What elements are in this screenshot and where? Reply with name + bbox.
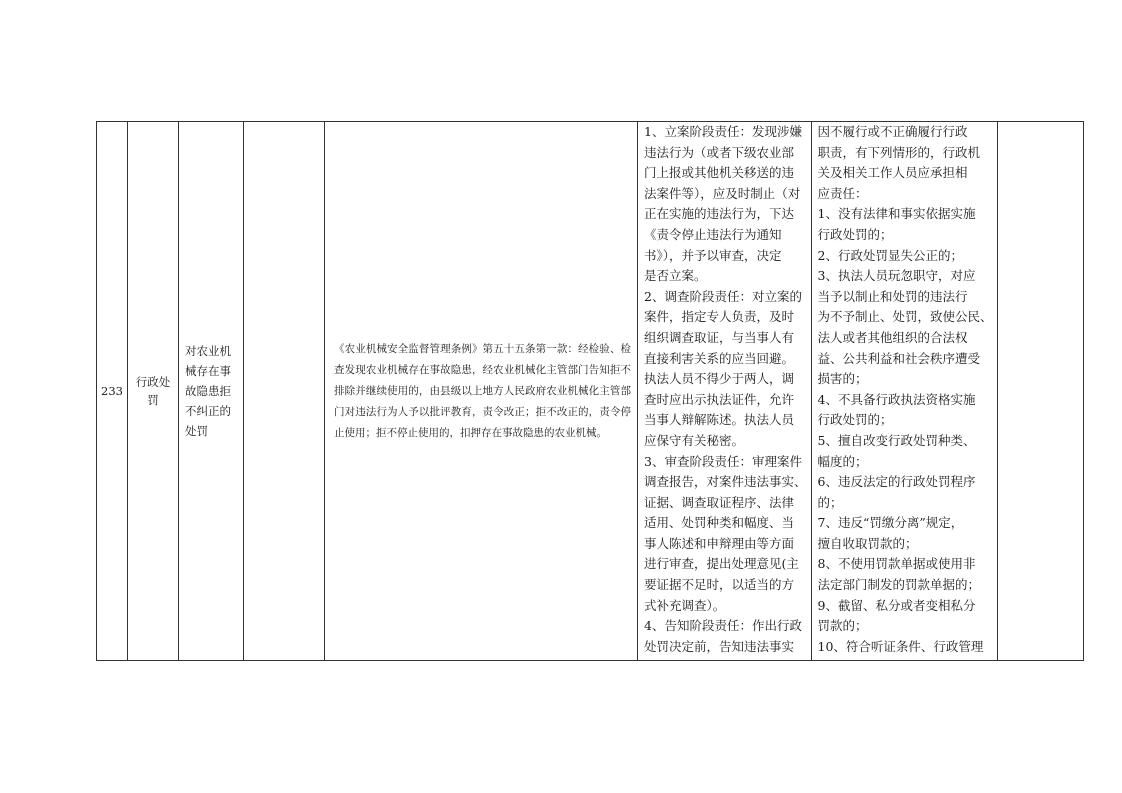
- accountability-line: 因不履行或不正确履行行政: [817, 124, 968, 139]
- accountability-line: 为不予制止、处罚，致使公民、: [817, 309, 993, 325]
- accountability-line: 6、违反法定的行政处罚程序: [817, 474, 976, 490]
- accountability-line: 3、执法人员玩忽职守，对应: [817, 268, 976, 284]
- responsibility-line: 调查报告，对案件违法事实、: [644, 474, 807, 490]
- responsibility-line: 进行审查，提出处理意见(主: [644, 556, 799, 572]
- responsibility-line: 4、告知阶段责任：作出行政: [644, 618, 802, 634]
- power-list-table: [96, 121, 1084, 661]
- responsibility-line: 直接利害关系的应当回避。: [644, 350, 795, 366]
- accountability-line: 益、公共利益和社会秩序遭受: [817, 350, 981, 366]
- accountability-line: 7、违反“罚缴分离”规定，: [817, 515, 964, 531]
- responsibility-cell: [638, 122, 812, 661]
- accountability-line: 行政处罚的；: [817, 412, 893, 428]
- accountability-line: 1、没有法律和事实依据实施: [817, 206, 976, 222]
- responsibility-line: 3、审查阶段责任：审理案件: [644, 453, 802, 469]
- row-number: 233: [97, 122, 128, 661]
- responsibility-line: 要证据不足时，以适当的方: [644, 577, 795, 593]
- responsibility-line: 应保守有关秘密。: [644, 432, 745, 448]
- accountability-line: 的；: [817, 494, 843, 510]
- responsibility-line: 1、立案阶段责任：发现涉嫌: [644, 124, 802, 139]
- responsibility-line: 法案件等），应及时制止（对: [644, 185, 801, 201]
- accountability-line: 行政处罚的；: [817, 226, 893, 242]
- responsibility-line: 适用、处罚种类和幅度、当: [644, 515, 795, 531]
- responsibility-line: 式补充调查）。: [644, 597, 726, 613]
- accountability-line: 5、擅自改变行政处罚种类、: [817, 432, 976, 448]
- responsibility-line: 案件，指定专人负责，及时: [644, 309, 795, 325]
- power-category: 行政处罚: [128, 122, 179, 661]
- accountability-line: 9、截留、私分或者变相私分: [817, 597, 976, 613]
- sub-item-cell: [244, 122, 325, 661]
- accountability-line: 职责，有下列情形的，行政机: [817, 144, 981, 160]
- responsibility-line: 2、调查阶段责任：对立案的: [644, 288, 802, 304]
- responsibility-line: 事人陈述和申辩理由等方面: [644, 535, 795, 551]
- accountability-line: 幅度的；: [817, 453, 868, 469]
- responsibility-line: 是否立案。: [644, 268, 707, 284]
- responsibility-line: 处罚决定前，告知违法事实: [644, 638, 795, 654]
- accountability-cell: [811, 122, 997, 661]
- table-row: [97, 122, 1084, 661]
- accountability-line: 擅自收取罚款的；: [817, 535, 918, 551]
- responsibility-line: 查时应出示执法证件，允许: [644, 391, 795, 407]
- accountability-line: 4、不具备行政执法资格实施: [817, 391, 976, 407]
- accountability-line: 关及相关工作人员应承担相: [817, 165, 968, 181]
- responsibility-line: 正在实施的违法行为，下达: [644, 206, 795, 222]
- accountability-line: 10、符合听证条件、行政管理: [817, 638, 984, 654]
- accountability-line: 当予以制止和处罚的违法行: [817, 288, 968, 304]
- legal-basis: 《农业机械安全监督管理条例》第五十五条第一款：经检验、检查发现农业机械存在事故隐患，经农业机械化主管部门告知拒不排除并继续使用的，由县级以上地方人民政府农业机械化主管部门对违法行为人予以批评教育，责令改正；拒不改正的，责令停止使用；拒不停止使用的，扣押存在事故隐患的农业机械。: [325, 122, 638, 661]
- responsibility-line: 执法人员不得少于两人，调: [644, 371, 795, 387]
- accountability-line: 法人或者其他组织的合法权: [817, 329, 968, 345]
- responsibility-line: 《责令停止违法行为通知: [644, 226, 782, 242]
- responsibility-line: 当事人辩解陈述。执法人员: [644, 412, 795, 428]
- responsibility-line: 违法行为（或者下级农业部: [644, 144, 795, 160]
- remarks-cell: [997, 122, 1083, 661]
- accountability-line: 2、行政处罚显失公正的；: [817, 247, 963, 263]
- responsibility-line: 书》），并予以审查，决定: [644, 247, 782, 263]
- accountability-line: 罚款的；: [817, 618, 868, 634]
- responsibility-line: 组织调查取证，与当事人有: [644, 329, 795, 345]
- accountability-line: 应责任：: [817, 185, 868, 201]
- responsibility-line: 证据、调查取证程序、法律: [644, 494, 795, 510]
- accountability-line: 法定部门制发的罚款单据的；: [817, 577, 981, 593]
- responsibility-line: 门上报或其他机关移送的违: [644, 165, 795, 181]
- accountability-line: 损害的；: [817, 371, 868, 387]
- power-item-name: 对农业机械存在事故隐患拒不纠正的处罚: [179, 122, 244, 661]
- accountability-line: 8、不使用罚款单据或使用非: [817, 556, 976, 572]
